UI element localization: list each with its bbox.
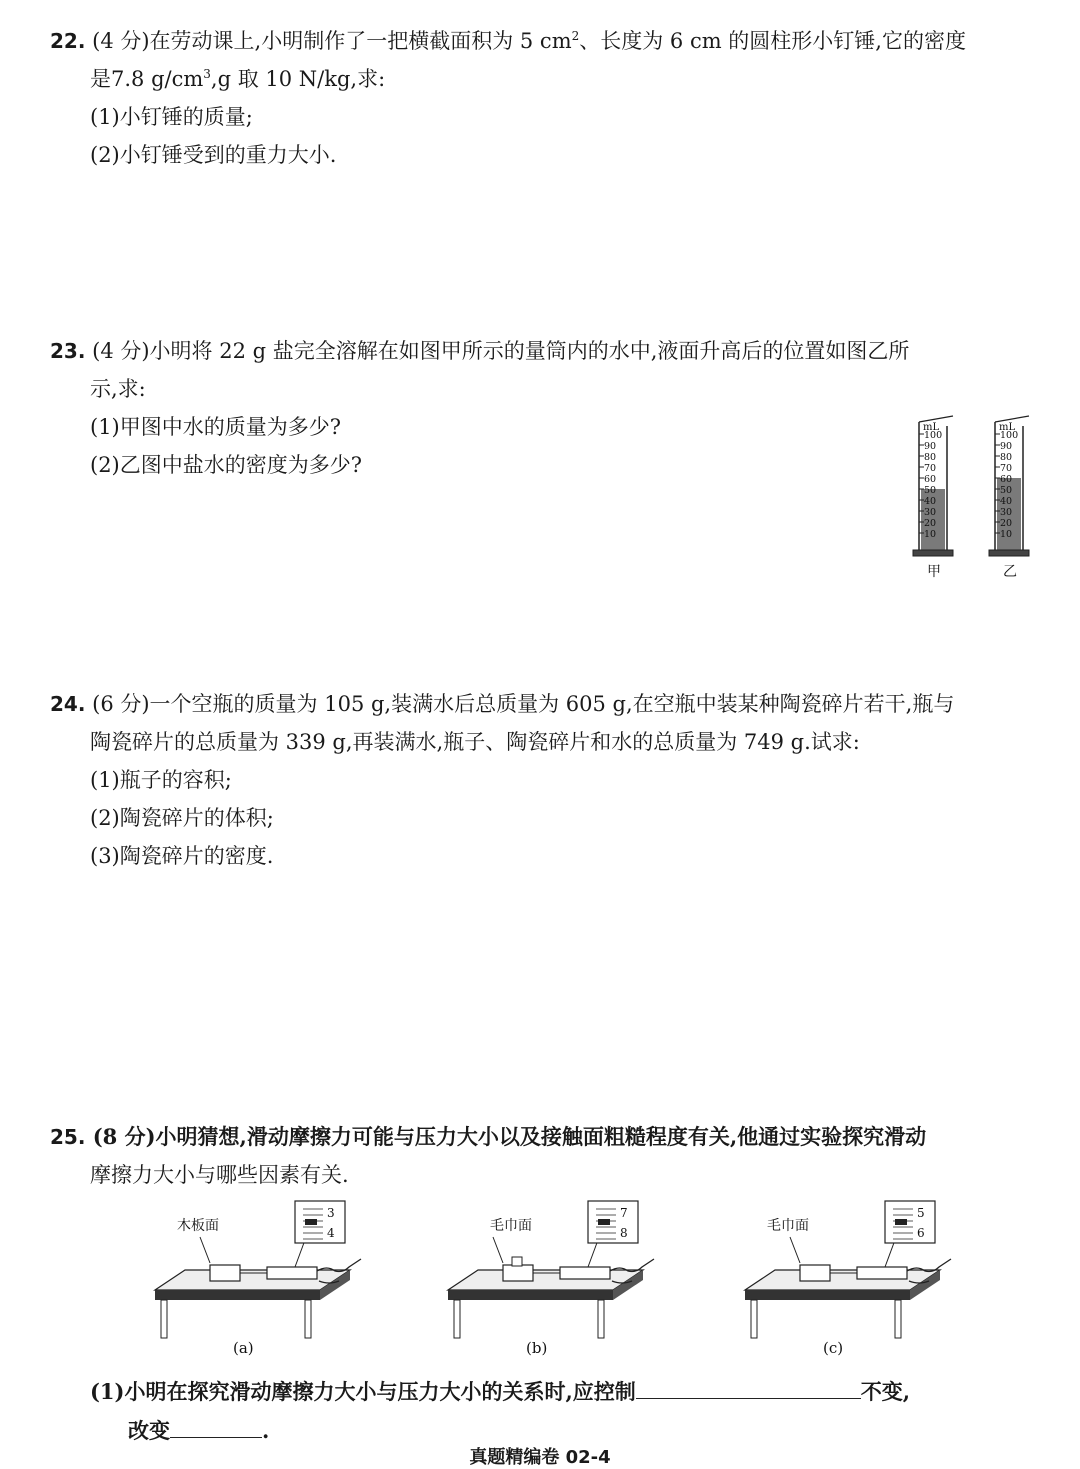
tick-label: 100 xyxy=(1000,430,1019,441)
q25-number: 25. xyxy=(50,1125,86,1149)
leader-line xyxy=(200,1237,210,1263)
table-leg xyxy=(305,1300,311,1338)
scale-number: 6 xyxy=(917,1226,925,1240)
q22-number: 22. xyxy=(50,29,86,53)
tick-label: 40 xyxy=(924,496,937,507)
figure-caption: (b) xyxy=(526,1339,548,1357)
cylinder-caption: 乙 xyxy=(1003,564,1017,580)
cylinder-jia xyxy=(913,416,953,580)
q23-number: 23. xyxy=(50,339,86,363)
figure-caption: (c) xyxy=(823,1339,844,1357)
scale-number: 7 xyxy=(620,1206,628,1220)
q24-line-1: 24. (6 分)一个空瓶的质量为 105 g,装满水后总质量为 605 g,在空瓶中装某种陶瓷碎片若干,瓶与 xyxy=(50,692,955,716)
cylinder-yi xyxy=(989,416,1029,580)
scale-callout xyxy=(295,1201,345,1243)
page-footer: 真题精编卷 02-4 xyxy=(469,1447,611,1468)
tick-label: 30 xyxy=(924,507,937,518)
tick-label: 70 xyxy=(1000,463,1013,474)
tick-label: 90 xyxy=(924,441,937,452)
q23-item-1: (1)甲图中水的质量为多少? xyxy=(90,415,342,439)
tick-label: 70 xyxy=(924,463,937,474)
tick-label: 90 xyxy=(1000,441,1013,452)
tick-label: 80 xyxy=(1000,452,1013,463)
friction-experiment-figures xyxy=(140,1195,960,1370)
q24-item-1: (1)瓶子的容积; xyxy=(90,768,232,792)
tick-label: 20 xyxy=(1000,518,1013,529)
q25-line-2: 摩擦力大小与哪些因素有关. xyxy=(90,1163,349,1187)
cylinder-base xyxy=(989,550,1029,556)
scale-number: 8 xyxy=(620,1226,628,1240)
tick-label: 60 xyxy=(924,474,937,485)
tick-label: 10 xyxy=(924,529,937,540)
q24-line-2: 陶瓷碎片的总质量为 339 g,再装满水,瓶子、陶瓷碎片和水的总质量为 749 g.试求: xyxy=(90,730,860,754)
leader-line xyxy=(790,1237,800,1263)
scale-callout xyxy=(885,1201,935,1243)
surface-label: 毛巾面 xyxy=(767,1218,809,1234)
scale-pointer xyxy=(305,1219,317,1225)
tick-label: 10 xyxy=(1000,529,1013,540)
unit-label: mL xyxy=(999,422,1016,433)
scale-number: 3 xyxy=(327,1206,335,1220)
experiment-figure-c xyxy=(745,1201,951,1357)
table-edge xyxy=(155,1290,320,1300)
q23-item-2: (2)乙图中盐水的密度为多少? xyxy=(90,453,363,477)
callout-pointer xyxy=(885,1240,895,1267)
tick-label: 60 xyxy=(1000,474,1013,485)
table-edge xyxy=(745,1290,910,1300)
q23-line-2: 示,求: xyxy=(90,377,146,401)
question-24 xyxy=(50,685,1040,875)
q22-item-1: (1)小钉锤的质量; xyxy=(90,105,253,129)
callout-pointer xyxy=(295,1240,305,1267)
cylinder-caption: 甲 xyxy=(927,564,941,580)
scale-pointer xyxy=(598,1219,610,1225)
question-25 xyxy=(50,1118,1040,1194)
q22-line-1: 22. (4 分)在劳动课上,小明制作了一把横截面积为 5 $cm^2$、长度为 6 cm 的圆柱形小钉锤,它的密度 xyxy=(50,29,966,53)
tick-label: 20 xyxy=(924,518,937,529)
wooden-block xyxy=(503,1265,533,1281)
q22-item-2: (2)小钉锤受到的重力大小. xyxy=(90,143,337,167)
q25-subquestion-1: (1)小明在探究滑动摩擦力大小与压力大小的关系时,应控制 不变, 改变 . xyxy=(50,1372,1040,1450)
table-leg xyxy=(598,1300,604,1338)
scale-number: 5 xyxy=(917,1206,925,1220)
question-22 xyxy=(50,22,1040,174)
q24-number: 24. xyxy=(50,692,86,716)
table-leg xyxy=(751,1300,757,1338)
spring-scale xyxy=(857,1267,907,1279)
table-edge xyxy=(448,1290,613,1300)
answer-blank-2[interactable] xyxy=(170,1411,262,1438)
scale-pointer xyxy=(895,1219,907,1225)
wooden-block xyxy=(210,1265,240,1281)
answer-blank-1[interactable] xyxy=(636,1372,861,1399)
tick-label: 80 xyxy=(924,452,937,463)
q24-item-2: (2)陶瓷碎片的体积; xyxy=(90,806,274,830)
table-leg xyxy=(161,1300,167,1338)
experiment-figure-a xyxy=(155,1201,361,1357)
tick-label: 100 xyxy=(924,430,943,441)
weight xyxy=(512,1257,522,1266)
figure-caption: (a) xyxy=(233,1339,254,1357)
q25-line-1: 25. (8 分)小明猜想,滑动摩擦力可能与压力大小以及接触面粗糙程度有关,他通过实验探究滑动 xyxy=(50,1124,927,1149)
cylinder-base xyxy=(913,550,953,556)
table-leg xyxy=(895,1300,901,1338)
graduated-cylinders-figure xyxy=(905,412,1045,582)
tick-label: 50 xyxy=(924,485,937,496)
callout-pointer xyxy=(588,1240,598,1267)
spring-scale xyxy=(560,1267,610,1279)
tick-label: 50 xyxy=(1000,485,1013,496)
tick-label: 40 xyxy=(1000,496,1013,507)
wooden-block xyxy=(800,1265,830,1281)
spring-scale xyxy=(267,1267,317,1279)
q22-line-2: 是7.8 $g/cm^3,g$ 取 10 N/kg,求: xyxy=(90,67,386,91)
scale-callout xyxy=(588,1201,638,1243)
q23-line-1: 23. (4 分)小明将 22 g 盐完全溶解在如图甲所示的量筒内的水中,液面升高后的位置如图乙所 xyxy=(50,339,910,363)
q24-item-3: (3)陶瓷碎片的密度. xyxy=(90,844,274,868)
leader-line xyxy=(493,1237,503,1263)
surface-label: 木板面 xyxy=(177,1218,219,1234)
experiment-figure-b xyxy=(448,1201,654,1357)
tick-label: 30 xyxy=(1000,507,1013,518)
table-leg xyxy=(454,1300,460,1338)
surface-label: 毛巾面 xyxy=(490,1218,532,1234)
unit-label: mL xyxy=(923,422,940,433)
scale-number: 4 xyxy=(327,1226,335,1240)
question-23 xyxy=(50,332,1040,484)
